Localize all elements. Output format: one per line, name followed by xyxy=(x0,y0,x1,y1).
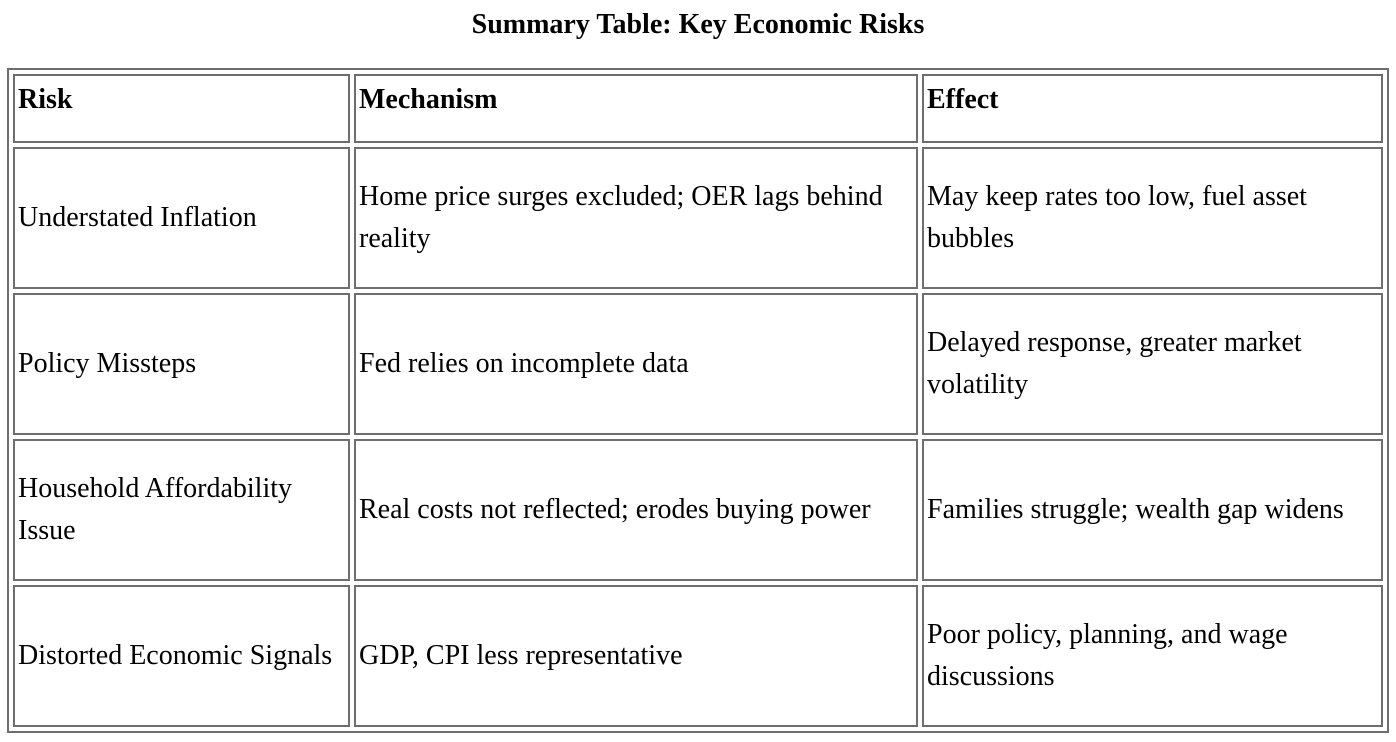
mechanism-cell: Real costs not reflected; erodes buying power xyxy=(354,439,918,581)
effect-cell: Families struggle; wealth gap widens xyxy=(922,439,1383,581)
table-row xyxy=(13,439,1383,581)
risk-cell: Distorted Economic Signals xyxy=(13,585,350,727)
effect-cell: Poor policy, planning, and wage discussions xyxy=(922,585,1383,727)
table-header-row xyxy=(13,74,1383,143)
table-row xyxy=(13,585,1383,727)
header-mechanism: Mechanism xyxy=(354,74,918,143)
risk-cell: Understated Inflation xyxy=(13,147,350,289)
header-effect: Effect xyxy=(922,74,1383,143)
table-row xyxy=(13,293,1383,435)
effect-cell: Delayed response, greater market volatility xyxy=(922,293,1383,435)
mechanism-cell: Home price surges excluded; OER lags behind reality xyxy=(354,147,918,289)
risk-cell: Household Affordability Issue xyxy=(13,439,350,581)
summary-table xyxy=(7,68,1389,733)
mechanism-cell: GDP, CPI less representative xyxy=(354,585,918,727)
page-title: Summary Table: Key Economic Risks xyxy=(471,9,925,40)
effect-cell: May keep rates too low, fuel asset bubbles xyxy=(922,147,1383,289)
risk-cell: Policy Missteps xyxy=(13,293,350,435)
mechanism-cell: Fed relies on incomplete data xyxy=(354,293,918,435)
header-risk: Risk xyxy=(13,74,350,143)
table-row xyxy=(13,147,1383,289)
